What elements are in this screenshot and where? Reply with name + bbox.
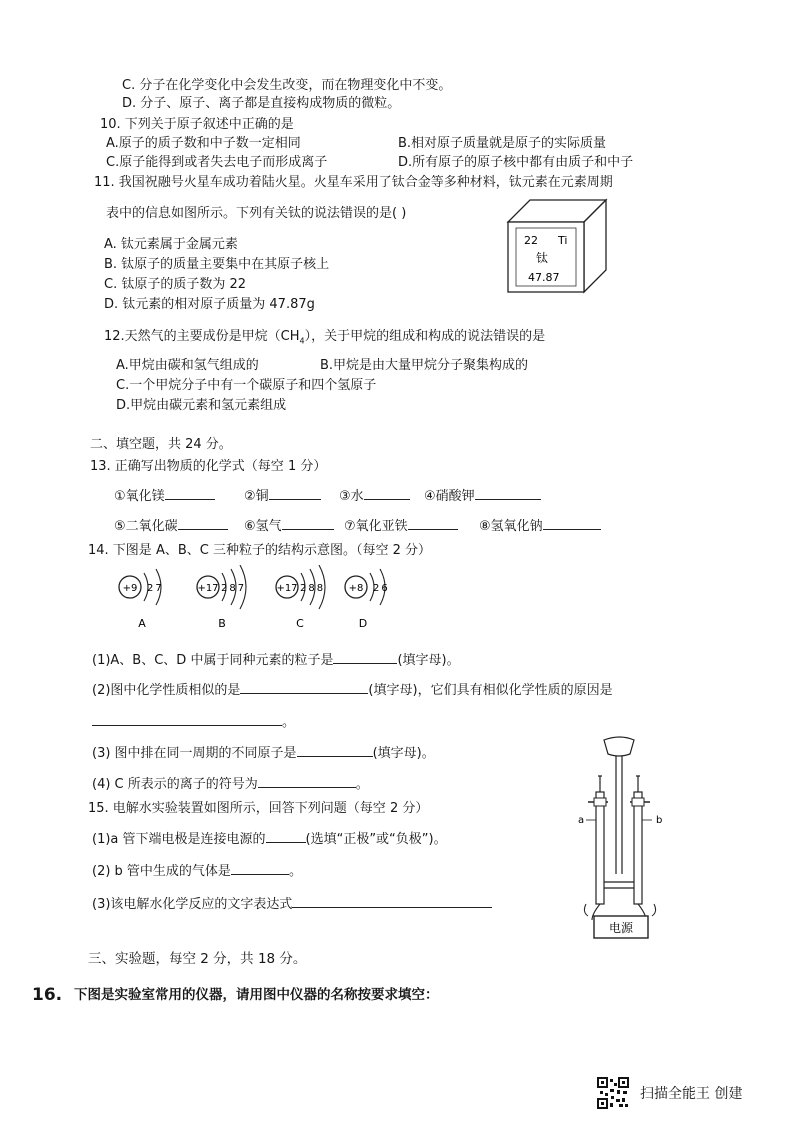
q13-blank-8[interactable]: [543, 516, 601, 530]
q10-stem: 10. 下列关于原子叙述中正确的是: [100, 117, 294, 132]
particle-a-shells: 27: [147, 583, 164, 594]
particle-c-label: C: [296, 617, 304, 630]
power-source-label: 电源: [608, 921, 634, 935]
q13-item-1-label: ①氧化镁: [114, 489, 165, 504]
q13-blank-5[interactable]: [178, 516, 228, 530]
particle-d: [345, 569, 390, 630]
q13-blank-4[interactable]: [475, 486, 541, 500]
q13-item-5: [114, 516, 228, 535]
q13-item-6: [244, 516, 334, 535]
q14-p3-text: (3) 图中排在同一周期的不同原子是: [92, 746, 297, 761]
q11-stem-line1: 11. 我国祝融号火星车成功着陆火星。火星车采用了钛合金等多种材料，钛元素在元素周期: [94, 175, 613, 190]
q13-item-3: [339, 486, 410, 505]
q14-p4-text: (4) C 所表示的离子的符号为: [92, 777, 258, 792]
q15-stem: 15. 电解水实验装置如图所示，回答下列问题（每空 2 分）: [88, 801, 429, 816]
particle-a-label: A: [138, 617, 146, 630]
q14-part-2: [92, 680, 613, 699]
q15-part-2: [92, 861, 302, 880]
q13-blank-7[interactable]: [408, 516, 458, 530]
q12-option-c: C.一个甲烷分子中有一个碳原子和四个氢原子: [116, 378, 377, 393]
q15-blank-1[interactable]: [266, 829, 306, 843]
q12-stem: [104, 329, 545, 350]
q11-option-a: A. 钛元素属于金属元素: [104, 237, 238, 252]
scanner-watermark: 扫描全能王 创建: [640, 1086, 743, 1102]
q11-option-c: C. 钛原子的质子数为 22: [104, 277, 247, 292]
q13-item-3-label: ③水: [339, 489, 364, 504]
q15-blank-2[interactable]: [231, 861, 289, 875]
q12-option-a: A.甲烷由碳和氢气组成的: [116, 358, 259, 373]
q13-item-4: [424, 486, 541, 505]
q9-option-d: D. 分子、原子、离子都是直接构成物质的微粒。: [122, 96, 401, 111]
q12-option-d: D.甲烷由碳元素和氢元素组成: [116, 398, 287, 413]
q13-item-6-label: ⑥氢气: [244, 519, 282, 534]
q14-p1-end: (填字母)。: [397, 653, 460, 668]
q16-number: 16.: [32, 985, 63, 1005]
section-3-heading: 三、实验题，每空 2 分，共 18 分。: [88, 951, 307, 967]
q13-stem: 13. 正确写出物质的化学式（每空 1 分）: [90, 459, 327, 474]
particle-c-shells: 288: [300, 583, 326, 594]
element-name: 钛: [536, 251, 549, 265]
qr-code-icon: [597, 1077, 629, 1109]
q9-option-c: C. 分子在化学变化中会发生改变，而在物理变化中不变。: [122, 78, 452, 93]
particle-d-nucleus: +8: [348, 583, 364, 594]
q13-item-1: [114, 486, 215, 505]
section-2-heading: 二、填空题，共 24 分。: [90, 437, 232, 452]
q13-item-2-label: ②铜: [244, 489, 269, 504]
particle-b-nucleus: +17: [197, 583, 219, 594]
q13-item-7-label: ⑦氧化亚铁: [344, 519, 408, 534]
q15-part-3: [92, 894, 492, 913]
q14-blank-4[interactable]: [258, 774, 356, 788]
q13-blank-3[interactable]: [364, 486, 410, 500]
particle-a-nucleus: +9: [122, 583, 138, 594]
q14-blank-2b[interactable]: [92, 712, 282, 726]
atomic-structure-diagrams: [100, 565, 400, 635]
particle-b: [197, 565, 246, 630]
particle-d-label: D: [358, 617, 368, 630]
q15-p1-end: (选填“正极”或“负极”)。: [305, 832, 447, 847]
q12-stem-post: ），关于甲烷的组成和构成的说法错误的是: [304, 329, 546, 344]
q14-part-3: [92, 743, 435, 762]
q15-p2-text: (2) b 管中生成的气体是: [92, 864, 231, 879]
electrolysis-apparatus-figure: [572, 734, 682, 944]
q14-p4-end: 。: [355, 777, 369, 792]
q14-p1-text: (1)A、B、C、D 中属于同种元素的粒子是: [92, 653, 334, 668]
element-symbol: Ti: [558, 234, 568, 247]
q14-p2-tail: 。: [282, 715, 296, 730]
q14-p2-text: (2)图中化学性质相似的是: [92, 683, 241, 698]
q11-option-d: D. 钛元素的相对原子质量为 47.87g: [104, 297, 315, 312]
q12-stem-sub: 4: [299, 336, 305, 346]
q10-option-b: B.相对原子质量就是原子的实际质量: [398, 136, 607, 151]
q14-blank-1[interactable]: [333, 650, 397, 664]
q14-stem: 14. 下图是 A、B、C 三种粒子的结构示意图。（每空 2 分）: [88, 543, 431, 558]
tube-a-label: a: [578, 815, 585, 826]
q12-option-b: B.甲烷是由大量甲烷分子聚集构成的: [320, 358, 529, 373]
q15-p1-text: (1)a 管下端电极是连接电源的: [92, 832, 266, 847]
q14-blank-2[interactable]: [240, 680, 368, 694]
particle-b-label: B: [218, 617, 226, 630]
q13-item-7: [344, 516, 458, 535]
q15-p3-text: (3)该电解水化学反应的文字表达式: [92, 897, 293, 912]
q13-blank-2[interactable]: [269, 486, 321, 500]
element-atomic-number: 22: [524, 234, 538, 247]
element-cell-figure: [506, 198, 610, 294]
particle-c-nucleus: +17: [276, 583, 298, 594]
q12-stem-pre: 12.天然气的主要成份是甲烷（CH: [104, 329, 300, 344]
particle-d-shells: 26: [373, 583, 390, 594]
q14-p2-end: (填字母)，它们具有相似化学性质的原因是: [368, 683, 613, 698]
q13-item-5-label: ⑤二氧化碳: [114, 519, 178, 534]
q15-p2-end: 。: [288, 864, 302, 879]
q14-blank-3[interactable]: [297, 743, 373, 757]
q10-option-d: D.所有原子的原子核中都有由质子和中子: [398, 155, 634, 170]
q13-item-8: [479, 516, 601, 535]
q14-p3-end: (填字母)。: [372, 746, 435, 761]
q10-option-a: A.原子的质子数和中子数一定相同: [106, 136, 301, 151]
particle-b-shells: 287: [221, 583, 247, 594]
q13-item-4-label: ④硝酸钾: [424, 489, 475, 504]
q11-stem-line2: 表中的信息如图所示。下列有关钛的说法错误的是( ): [106, 206, 407, 221]
particle-c: [276, 565, 325, 630]
q14-part-1: [92, 650, 460, 669]
q14-part-2-answer: [92, 712, 295, 731]
q13-item-8-label: ⑧氢氧化钠: [479, 519, 543, 534]
q16-stem: 下图是实验室常用的仪器，请用图中仪器的名称按要求填空：: [74, 987, 439, 1003]
q13-blank-6[interactable]: [282, 516, 334, 530]
q13-blank-1[interactable]: [165, 486, 215, 500]
q15-part-1: [92, 829, 447, 848]
q13-item-2: [244, 486, 321, 505]
q15-blank-3[interactable]: [292, 894, 492, 908]
element-atomic-mass: 47.87: [528, 271, 560, 284]
particle-a: [119, 569, 164, 630]
q11-option-b: B. 钛原子的质量主要集中在其原子核上: [104, 257, 330, 272]
q14-part-4: [92, 774, 369, 793]
q10-option-c: C.原子能得到或者失去电子而形成离子: [106, 155, 328, 170]
tube-b-label: b: [656, 815, 663, 826]
